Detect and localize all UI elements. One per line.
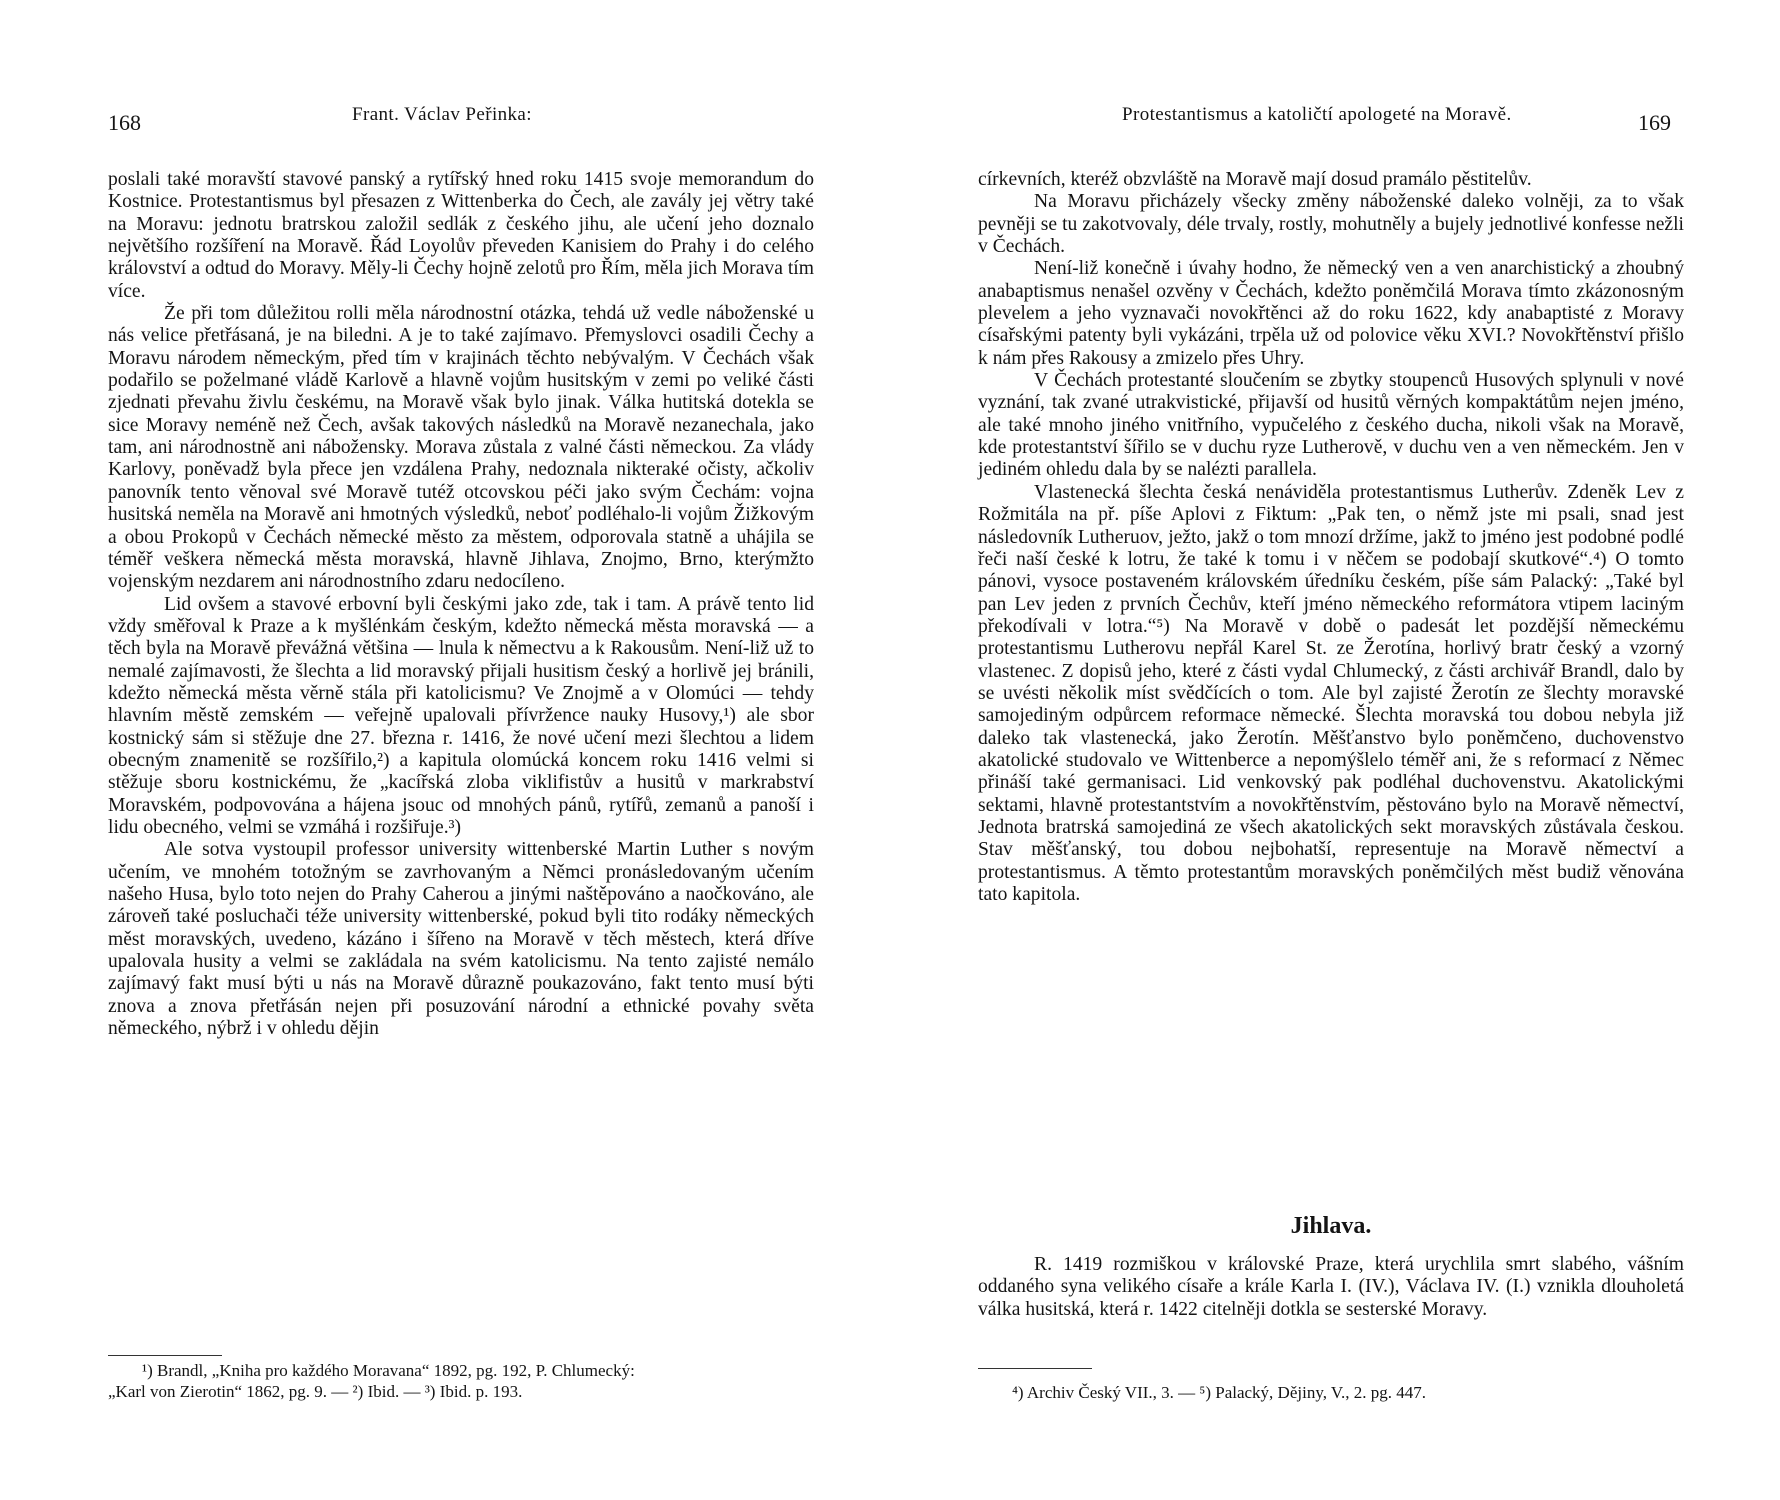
section-body-text (978, 1254, 1684, 1321)
body-text (108, 169, 814, 1040)
body-text (978, 169, 1684, 906)
paragraph: Na Moravu přicházely všecky změny náboženské daleko volněji, za to však pevněji se tu zakotvovaly, déle trvaly, rostly, mohutněly a bujely jednotlivé konfesse nežli v Čechách. (978, 191, 1684, 258)
page-number: 169 (1638, 110, 1671, 135)
paragraph: Ale sotva vystoupil professor university wittenberské Martin Luther s novým učením, ve mnohém totožným se zavrhovaným a Němci pronásledovaným učením našeho Husa, bylo toto nejen do Prahy Caherou a jinými naštěpováno a naočkováno, ale zároveň také posluchači téže university wittenberské, pokud byli tito rodáky německých měst moravských, uvedeno, kázáno i šířeno na Moravě v těch městech, která dříve upalovala husity a velmi se zakládala na svém katolicismu. Na tento zajisté nemálo zajímavý fakt musí býti u nás na Moravě důrazně poukazováno, fakt tento musí býti znova a znova přetřásán nejen při posuzování národní a ethnické povahy světa německého, nýbrž i v ohledu dějin (108, 839, 814, 1040)
paragraph: Není-liž konečně i úvahy hodno, že německý ven a ven anarchistický a zhoubný anabaptismus nenašel ozvěny v Čechách, kdežto poněmčilá Morava tímto zkázonosným plevelem a jeho vyznavači novokřtěnci až do roku 1622, kdy anabaptisté z Moravy císařskými patenty byli vykázáni, trpěla už od polovice věku XVI.? Novokřtěnství přišlo k nám přes Rakousy a zmizelo přes Uhry. (978, 258, 1684, 369)
paragraph: poslali také moravští stavové panský a rytířský hned roku 1415 svoje memorandum do Kostnice. Protestantismus byl přesazen z Wittenberka do Čech, ale zavály jej větry také na Moravu: jednotu bratrskou založil sedlák z českého jihu, ale učení jeho doznalo největšího rozšíření na Moravě. Řád Loyolův převeden Kanisiem do Prahy i do celého království a odtud do Moravy. Měly-li Čechy hojně zelotů pro Řím, měla jich Morava tím více. (108, 169, 814, 302)
paragraph: církevních, kteréž obzvláště na Moravě mají dosud pramálo pěstitelův. (978, 169, 1532, 190)
footnotes (978, 1382, 1684, 1403)
paragraph: R. 1419 rozmiškou v královské Praze, která urychlila smrt slabého, vášním oddaného syna velikého císaře a krále Karla I. (IV.), Václava IV. (I.) vznikla dlouholetá válka husitská, která r. 1422 citelněji dotkla se sesterské Moravy. (978, 1254, 1684, 1320)
right-page (890, 0, 1780, 1500)
footnotes (108, 1360, 814, 1402)
footnote: „Karl von Zierotin“ 1862, pg. 9. — ²) Ibid. — ³) Ibid. p. 193. (108, 1382, 523, 1401)
paragraph: Lid ovšem a stavové erbovní byli českými jako zde, tak i tam. A právě tento lid vždy směřoval k Praze a k myšlénkám českým, kdežto německá města moravská — a těch byla na Moravě převážná většina — lnula k němectvu a k Rakousům. Není-liž už to nemalé zajímavosti, že šlechta a lid moravský přijali husitism český a horlivě jej bránili, kdežto německá města věrně stála při katolicismu? Ve Znojmě a v Olomúci — tehdy hlavním městě zemském — veřejně upalovali přívržence nauky Husovy,¹) ale sbor kostnický sám si stěžuje dne 27. března r. 1416, že nové učení mezi šlechtou a lidem obecným znamenitě se rozšířilo,²) a kapitula olomúcká koncem roku 1416 velmi si stěžuje sboru kostnickému, že „kacířská zloba viklifistův a husitů v markrabství Moravském, podpovována a hájena jsouc od mnohých pánů, rytířů, zemanů a panoší i lidu obecného, velmi se vzmáhá i rozšiřuje.³) (108, 593, 814, 838)
paragraph: Vlastenecká šlechta česká nenáviděla protestantismus Lutherův. Zdeněk Lev z Rožmitála na př. píše Aplovi z Fiktum: „Pak ten, o němž jste mi psali, snad jest následovník Lutheruov, ježto, jakž o tom mnozí držíme, jakž to jméno jest podobné podlé řeči naší české k lotru, že také k tomu i v něčem se podobají skutkové“.⁴) O tomto pánovi, vysoce postaveném královském úředníku českém, píše sám Palacký: „Také byl pan Lev jeden z prvních Čechův, kteří jméno německého reformátora vtipem laciným překodívali v lotra.“⁵) Na Moravě v době o padesát let pozdější německému protestantismu Lutherovu nepřál Karel St. ze Žerotína, horlivý bratr český a vzorný vlastenec. Z dopisů jeho, které z části vydal Chlumecký, z části archivář Brandl, dalo by se uvésti několik míst svědčících o tom. Ale byl zajisté Žerotín ze šlechty moravské samojediným odpůrcem reformace německé. Šlechta moravská tou dobou nebyla již daleko tak vlastenecká, jako Žerotín. Měšťanstvo bylo poněmčeno, duchovenstvo akatolické studovalo ve Wittenberce a nepomýšlelo téměř ani, že s reformací z Němec přináší také germanisaci. Lid venkovský pak podléhal duchovenstvu. Akatolickými sektami, hlavně protestantstvím a novokřtěnstvím, pěstováno bylo na Moravě němectví, Jednota bratrská samojediná ze všech akatolických sekt moravských zůstávala českou. Stav měšťanský, tou dobou nejbohatší, representuje na Moravě němectví a protestantismus. A těmto protestantům moravských poněmčilých měst budiž věnována tato kapitola. (978, 481, 1684, 905)
footnote: ¹) Brandl, „Kniha pro každého Moravana“ 1892, pg. 192, P. Chlumecký: (142, 1361, 635, 1380)
paragraph: Že při tom důležitou rolli měla národnostní otázka, tehdá už vedle náboženské u nás velice přetřásaná, je na biledni. A je to také zajímavo. Přemyslovci osadili Čechy a Moravu národem německým, před tím v krajinách těchto nebývalým. V Čechách však podařilo se poželmané vládě Karlově a hlavně vojům husitským v zemi po veliké části zjednati převahu živlu českému, na Moravě však bylo jinak. Válka hutitská dotekla se sice Moravy neméně než Čech, avšak takových následků na Moravě nezanechala, jako tam, ani národnostně ani nábožensky. Morava zůstala z valné části německou. Za vlády Karlovy, poněvadž byla přece jen vzdálena Prahy, nedoznala nikteraké očisty, ačkoliv panovník tento věnoval své Moravě tutéž otcovskou péči jako svým Čechám: vojna husitská neměla na Moravě ani hmotných výsledků, neboť podléhalo-li vojům Žižkovým a obou Prokopů v Čechách německé město za městem, odporovala statně a uhájila se téměř veškera německá města moravská, hlavně Jihlava, Znojmo, Brno, kterýmžto vojenským nezdarem ani národnostního zdaru nedocíleno. (108, 303, 814, 593)
paragraph: V Čechách protestanté sloučením se zbytky stoupenců Husových splynuli v nové vyznání, tak zvané utrakvistické, přijavší od husitů věrných kompaktátům nejen jméno, ale také mnoho jiného vnitřního, vypučelého z českého ducha, nikoli však na Moravě, kde protestantství šířilo se v duchu ryze Lutherově, v duchu ven a ven německém. Jen v jediném ohledu dala by se nalézti parallela. (978, 370, 1684, 481)
footnote: ⁴) Archiv Český VII., 3. — ⁵) Palacký, Dějiny, V., 2. pg. 447. (1012, 1383, 1426, 1402)
running-head: Protestantismus a katoličtí apologeté na Moravě. (1122, 104, 1512, 125)
footnote-rule (978, 1368, 1092, 1369)
running-head: Frant. Václav Peřinka: (352, 104, 532, 125)
section-heading: Jihlava. (1290, 1213, 1372, 1239)
footnote-rule (108, 1355, 222, 1356)
page-number: 168 (108, 110, 141, 135)
